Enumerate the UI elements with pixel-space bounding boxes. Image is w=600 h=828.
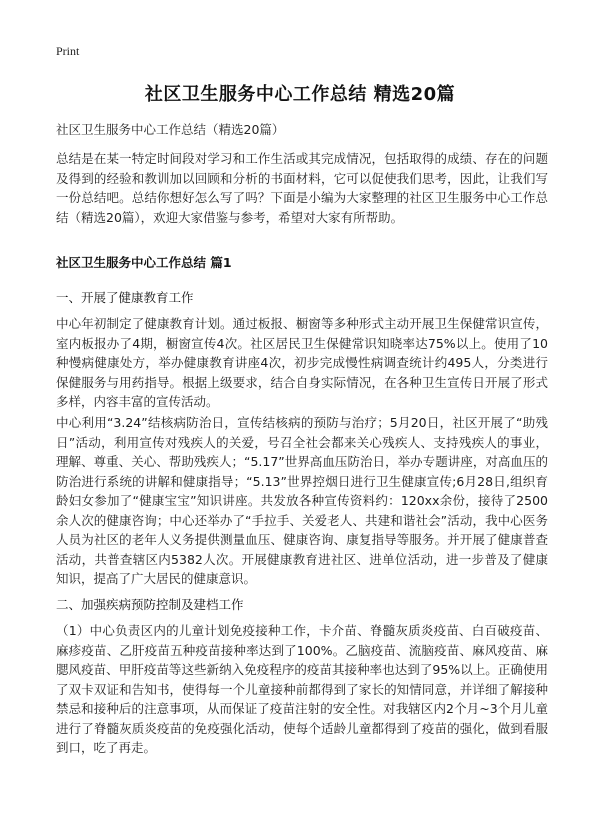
paragraph-health-campaigns: 中心利用“3.24”结核病防治日，宣传结核病的预防与治疗；5月20日，社区开展了“助残日”活动，利用宣传对残疾人的关爱，号召全社会都来关心残疾人、支持残疾人的事业，理解、尊重、关心、帮助残疾人；“5.17”世界高血压防治日，举办专题讲座，对高血压的防治进行系统的讲解和健康指导；“5.13”世界控烟日进行卫生健康宣传;6月28日,组织育龄妇女参加了“健康宝宝”知识讲座。共发放各种宣传资料约：120xx余份，接待了2500余人次的健康咨询；中心还举办了“手拉手、关爱老人、共建和谐社会”活动，我中心医务人员为社区的老年人义务提供测量血压、健康咨询、康复指导等服务。并开展了健康普查活动，共普查辖区内5382人次。开展健康教育进社区、进单位活动，进一步普及了健康知识，提高了广大居民的健康意识。 xyxy=(56,415,548,586)
paragraph-immunization: （1）中心负责区内的儿童计划免疫接种工作，卡介苗、脊髓灰质炎疫苗、白百破疫苗、麻疹疫苗、乙肝疫苗五种疫苗接种率达到了100%。乙脑疫苗、流脑疫苗、麻风疫苗、麻腮风疫苗、甲肝疫苗等这些新纳入免疫程序的疫苗其接种率也达到了95%以上。正确使用了双卡双证和告知书，使得每一个儿童接种前都得到了家长的知情同意，并详细了解接种禁忌和接种后的注意事项，从而保证了疫苗注射的安全性。对我辖区内2个月~3个月儿童进行了脊髓灰质炎疫苗的免疫强化活动，使每个适龄儿童都得到了疫苗的强化，做到看服到口，吃了再走。 xyxy=(56,623,548,755)
section1-heading: 一、开展了健康教育工作 xyxy=(56,290,194,305)
section2-heading: 二、加强疾病预防控制及建档工作 xyxy=(56,597,244,612)
document-subtitle: 社区卫生服务中心工作总结（精选20篇） xyxy=(56,122,285,137)
paragraph-health-education-plan: 中心年初制定了健康教育计划。通过板报、橱窗等多种形式主动开展卫生保健常识宣传，室内板报办了4期，橱窗宣传4次。社区居民卫生保健常识知晓率达75%以上。使用了10种慢病健康处方，举办健康教育讲座4次，初步完成慢性病调查统计约495人，分类进行保健服务与用药指导。根据上级要求，结合自身实际情况，在各种卫生宣传日开展了形式多样，内容丰富的宣传活动。 xyxy=(56,316,548,409)
part1-heading: 社区卫生服务中心工作总结 篇1 xyxy=(56,255,232,270)
intro-paragraph: 总结是在某一特定时间段对学习和工作生活或其完成情况，包括取得的成绩、存在的问题及得到的经验和教训加以回顾和分析的书面材料，它可以促使我们思考，因此，让我们写一份总结吧。总结你想好怎么写了吗？下面是小编为大家整理的社区卫生服务中心工作总结（精选20篇），欢迎大家借鉴与参考，希望对大家有所帮助。 xyxy=(56,151,548,225)
page-title: 社区卫生服务中心工作总结 精选20篇 xyxy=(144,84,456,105)
print-label[interactable]: Print xyxy=(56,44,80,58)
